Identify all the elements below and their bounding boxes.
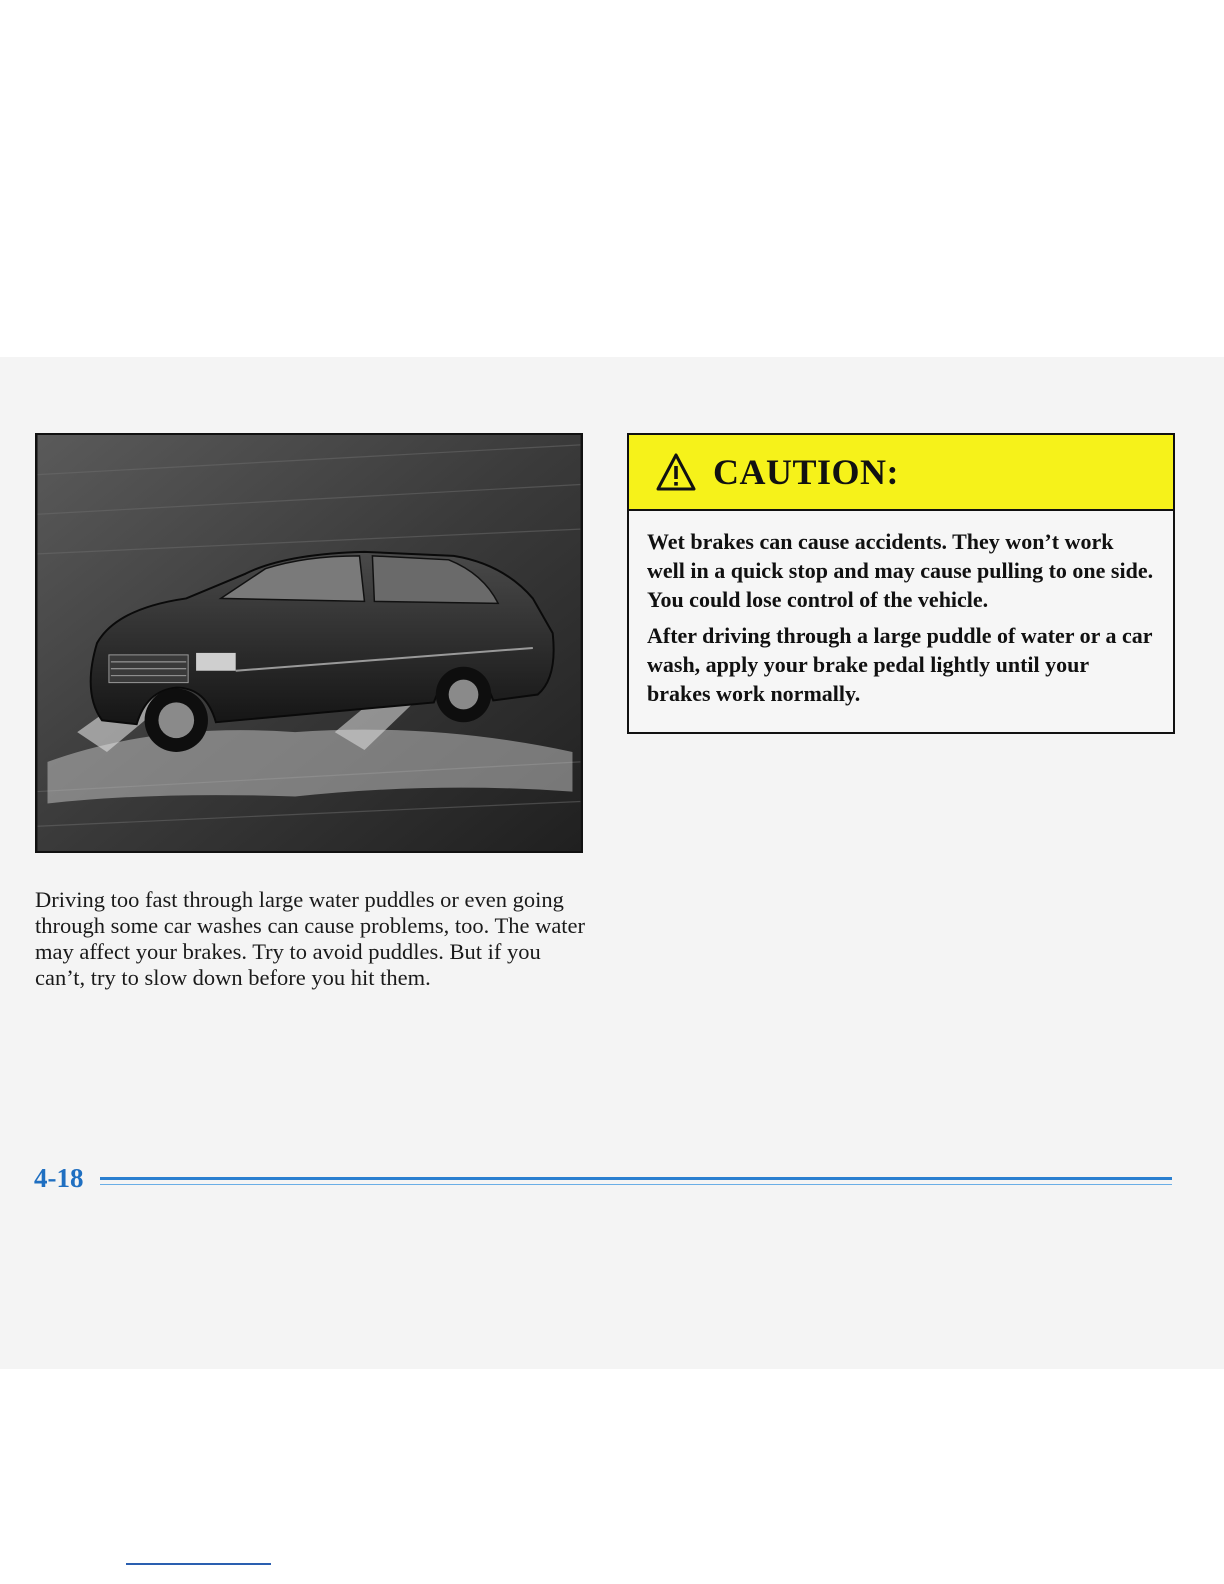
caution-body <box>629 511 1173 708</box>
caution-title: CAUTION: <box>713 452 900 492</box>
body-paragraph: Driving too fast through large water puddles or even going through some car washes can cause problems, too. The water may affect your brakes. Try to avoid puddles. But if you can’t, try to slow down before you hit them. <box>35 887 586 990</box>
caution-box <box>627 433 1175 734</box>
caution-header <box>629 435 1173 511</box>
warning-triangle-icon <box>655 452 697 492</box>
footer-rule <box>100 1177 1172 1180</box>
caution-paragraph: Wet brakes can cause accidents. They won’t work well in a quick stop and may cause pulling to one side. You could lose control of the vehicle. <box>647 529 1154 612</box>
bottom-link-rule <box>126 1563 271 1565</box>
footer-rule-thin <box>100 1184 1172 1185</box>
page-number: 4-18 <box>34 1163 84 1193</box>
caution-paragraph: After driving through a large puddle of water or a car wash, apply your brake pedal lightly until your brakes work normally. <box>647 623 1153 706</box>
car-puddle-illustration <box>35 433 583 853</box>
